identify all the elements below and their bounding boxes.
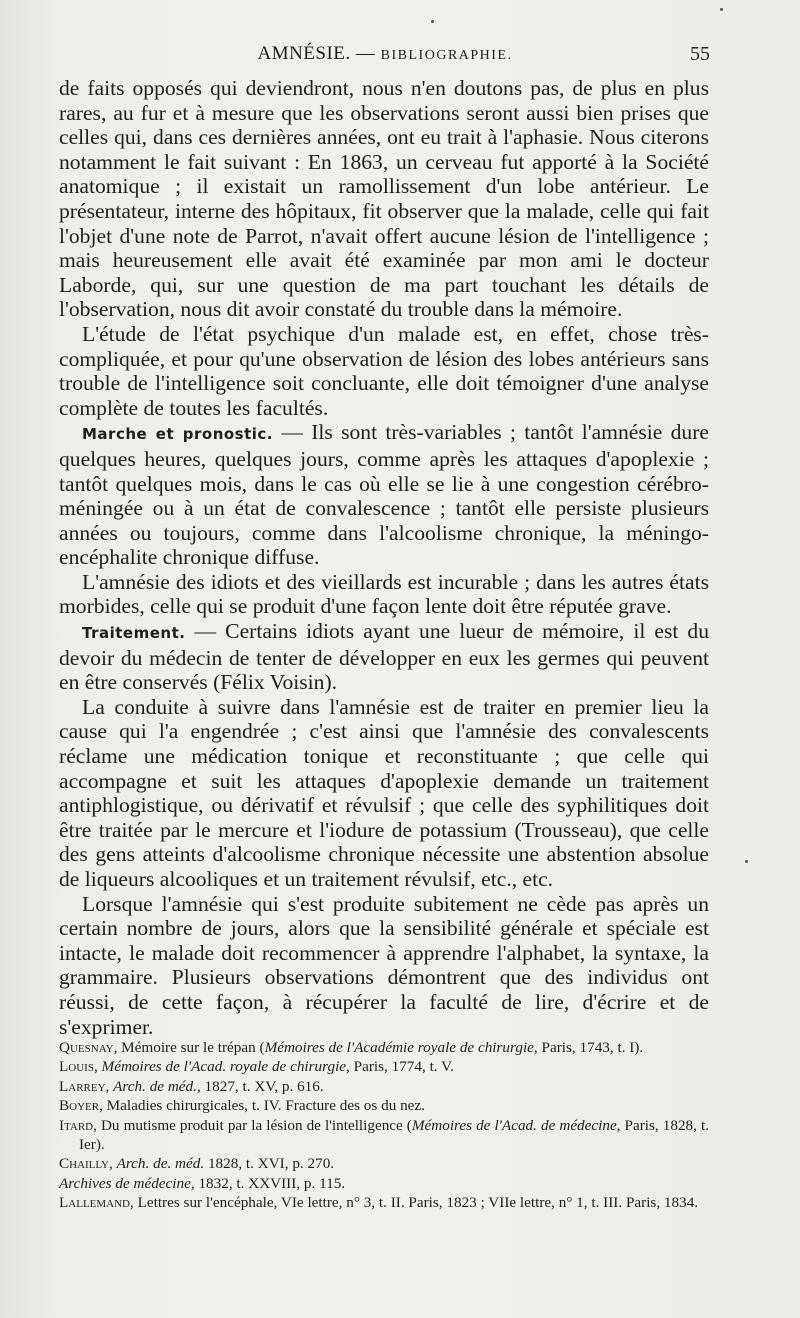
bib-author: Boyer, [59, 1097, 103, 1115]
bib-author: Chailly, [59, 1155, 113, 1173]
paragraph: de faits opposés qui deviendront, nous n'en doutons pas, de plus en plus rares, au fur et à mesure que les observations seront aussi bien prises que celles qui, dans ces dernières années, ont eu trait à l'aphasie. Nous citerons notamment le fait suivant : En 1863, un cerveau fut apporté à la Société anatomique ; il existait un ramollissement d'un lobe antérieur. Le présentateur, interne des hôpitaux, fit observer que la malade, celle qui fait l'objet d'une note de Parrot, n'avait offert aucune lésion de l'intelligence ; mais heureusement elle avait été examinée par mon ami le docteur Laborde, qui, sur une question de ma part touchant les détails de l'observation, nous dit avoir constaté du trouble dans la mémoire. [59, 76, 709, 322]
bibliography [59, 1038, 709, 1213]
bib-author: Lallemand, [59, 1194, 134, 1212]
bib-title: Arch. de. méd. [116, 1155, 205, 1173]
bib-title: Arch. de méd., [113, 1077, 201, 1095]
bib-author: Itard, [59, 1116, 97, 1134]
bibliography-entry [59, 1174, 709, 1193]
running-header [60, 43, 710, 73]
bib-text: Paris, 1774, t. V. [349, 1058, 454, 1076]
bib-text: Paris, 1743, t. I). [537, 1039, 644, 1056]
bib-author: Larrey, [59, 1077, 110, 1095]
paragraph: La conduite à suivre dans l'amnésie est de traiter en premier lieu la cause qui l'a engendrée ; c'est ainsi que l'amnésie des convalescents réclame une médication tonique et reconstituante ; que celle qui accompagne et suit les attaques d'apoplexie demande un traitement antiphlogistique, ou dérivatif et révulsif ; que celle des syphilitiques doit être traitée par le mercure et l'iodure de potassium (Trousseau), que celle des gens atteints d'alcoolisme chronique nécessite une abstention absolue de liqueurs alcooliques et un traitement révulsif, etc., etc. [59, 694, 709, 891]
bib-text: Du mutisme produit par la lésion de l'intelligence ( [96, 1116, 412, 1134]
bib-title: Mémoires de l'Acad. royale de chirurgie, [101, 1058, 350, 1076]
header-title-line [60, 43, 710, 65]
paragraph-text: — Certains idiots ayant une lueur de mémoire, il est du devoir du médecin de tenter de développer en eux les germes qui peuvent en être conservés (Félix Voisin). [59, 619, 710, 695]
bib-text: 1832, t. XXVIII, p. 115. [194, 1174, 346, 1192]
print-speck [431, 20, 434, 23]
bib-text: Mémoire sur le trépan ( [117, 1039, 265, 1056]
print-speck [720, 8, 723, 11]
paragraph: L'amnésie des idiots et des vieillards est incurable ; dans les autres états morbides, celle qui se produit d'une façon lente doit être réputée grave. [59, 569, 709, 619]
bibliography-entry [59, 1116, 709, 1155]
bib-author: Louis, [59, 1058, 98, 1076]
bib-author: Quesnay, [59, 1039, 118, 1056]
header-subtitle: BIBLIOGRAPHIE. [380, 48, 513, 63]
paragraph: L'étude de l'état psychique d'un malade est, en effet, chose très-compliquée, et pour qu'une observation de lésion des lobes antérieurs sans trouble de l'intelligence soit concluante, elle doit témoigner d'une analyse complète de toutes les facultés. [59, 321, 709, 420]
bib-title: Archives de médecine, [59, 1174, 195, 1192]
bib-title: Mémoires de l'Académie royale de chirurgie, [264, 1039, 538, 1056]
section-heading-marche: Marche et pronostic. [82, 425, 274, 444]
bib-text: Paris, 1828, t. Ier). [79, 1116, 709, 1154]
header-title: AMNÉSIE. [257, 43, 351, 64]
bibliography-entry [59, 1154, 709, 1173]
bib-text: Lettres sur l'encéphale, VIe lettre, n° 3, t. II. Paris, 1823 ; VIIe lettre, n° 1, t. III. Paris, 1834. [133, 1194, 699, 1212]
bibliography-entry [59, 1038, 709, 1057]
bibliography-entry [59, 1193, 709, 1212]
section-heading-traitement: Traitement. [82, 624, 186, 643]
bib-text: 1828, t. XVI, p. 270. [204, 1155, 335, 1173]
paragraph-traitement [59, 619, 709, 695]
body-text [59, 76, 709, 1039]
page-number: 55 [690, 43, 710, 65]
print-speck [745, 860, 748, 863]
bibliography-entry [59, 1077, 709, 1096]
bibliography-entry [59, 1096, 709, 1115]
bib-text: 1827, t. XV, p. 616. [200, 1077, 324, 1095]
paragraph-marche [59, 420, 709, 570]
header-dash: — [355, 43, 376, 64]
paragraph: Lorsque l'amnésie qui s'est produite subitement ne cède pas après un certain nombre de jours, alors que la sensibilité générale et spéciale est intacte, le malade doit recommencer à apprendre l'alphabet, la syntaxe, la grammaire. Plusieurs observations démontrent que des individus ont réussi, de cette façon, à récupérer la faculté de lire, d'écrire et de s'exprimer. [59, 891, 709, 1039]
paragraph-text: — Ils sont très-variables ; tantôt l'amnésie dure quelques heures, quelques jours, comme après les attaques d'apoplexie ; tantôt quelques mois, dans le cas où elle se lie à une congestion cérébro-méningée ou à un état de convalescence ; tantôt elle persiste plusieurs années ou toujours, comme dans l'alcoolisme chronique, la méningo-encéphalite chronique diffuse. [59, 420, 710, 570]
bib-text: Maladies chirurgicales, t. IV. Fracture des os du nez. [102, 1097, 425, 1115]
bibliography-entry [59, 1057, 709, 1076]
bib-title: Mémoires de l'Acad. de médecine, [411, 1116, 621, 1134]
